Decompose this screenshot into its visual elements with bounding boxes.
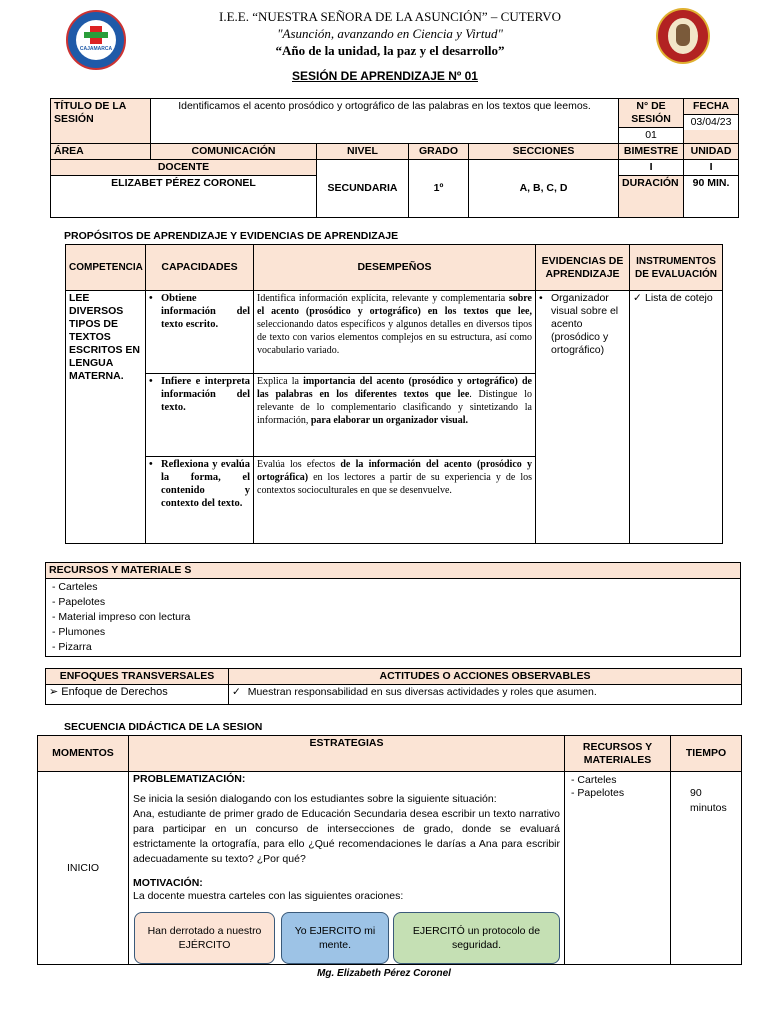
motivation-title: MOTIVACIÓN:: [133, 877, 203, 889]
check-icon: ✓: [232, 686, 244, 698]
resources-list: [46, 579, 741, 657]
sections-value: A, B, C, D: [469, 160, 619, 218]
grade-label: GRADO: [409, 144, 469, 160]
approach-cell: ➢ Enfoque de Derechos: [46, 685, 229, 705]
sequence-heading: SECUENCIA DIDÁCTICA DE LA SESION: [64, 721, 263, 733]
session-title: Identificamos el acento prosódico y ortográfico de las palabras en los textos que leemos.: [151, 99, 619, 144]
title-label: TÍTULO DE LA SESIÓN: [51, 99, 151, 144]
evidence-text: • Organizador visual sobre el acento (prosódico y ortográfico): [536, 291, 630, 544]
resource-item: - Papelotes: [571, 787, 664, 800]
approaches-col2: ACTITUDES O ACCIONES OBSERVABLES: [229, 669, 742, 685]
performance-item: Explica la importancia del acento (prosódico y ortográfico) de las palabras en los diferentes textos que lee. Distingue lo relevante de lo complementario clasificando y sintetizando la información, para elaborar un organizador visual.: [254, 374, 536, 457]
performance-item: Identifica información explícita, relevante y complementaria sobre el acento (prosódico y ortográfico) en los textos que lee, seleccionando datos específicos y algunos detalles en diversos tipos de texto con varios elementos complejos en su estructura, así como vocabulario variado.: [254, 291, 536, 374]
resource-item: - Pizarra: [52, 640, 734, 655]
bullet-icon: •: [149, 376, 153, 387]
logo-text: CAJAMARCA: [79, 46, 113, 52]
problem-intro: Se inicia la sesión dialogando con los estudiantes sobre la siguiente situación:: [133, 793, 497, 805]
col-moments: MOMENTOS: [38, 736, 129, 772]
approaches-col1: ENFOQUES TRANSVERSALES: [46, 669, 229, 685]
resources-table: [45, 562, 741, 657]
resource-item: - Material impreso con lectura: [52, 610, 734, 625]
duration-label: DURACIÓN: [619, 176, 684, 218]
capacity-item: • Infiere e interpreta información del texto.: [146, 374, 254, 457]
capacity-item: • Reflexiona y evalúa la forma, el contenido y contexto del texto.: [146, 457, 254, 544]
motivation-card: Han derrotado a nuestro EJÉRCITO: [134, 912, 275, 964]
resource-item: - Carteles: [52, 580, 734, 595]
page-title: SESIÓN DE APRENDIZAJE Nº 01: [292, 69, 478, 83]
area-value: COMUNICACIÓN: [151, 144, 317, 160]
bullet-icon: •: [149, 293, 153, 304]
capacity-item: • Obtiene información del texto escrito.: [146, 291, 254, 374]
session-info-table: [50, 98, 739, 218]
session-number-label: N° DE SESIÓN: [619, 99, 683, 128]
level-value: SECUNDARIA: [317, 160, 409, 218]
session-number: 01: [619, 128, 683, 143]
resource-item: - Carteles: [571, 774, 664, 787]
school-logo-right: [656, 8, 710, 64]
col-instrument: INSTRUMENTOS DE EVALUACIÓN: [630, 245, 723, 291]
instrument-text: ✓ Lista de cotejo: [630, 291, 723, 544]
purposes-heading: PROPÓSITOS DE APRENDIZAJE Y EVIDENCIAS DE APRENDIZAJE: [64, 230, 399, 242]
bimester-label: BIMESTRE: [619, 144, 684, 160]
date-label: FECHA: [684, 99, 738, 115]
col-strategies: ESTRATEGIAS: [129, 736, 565, 772]
duration-value: 90 MIN.: [684, 176, 739, 218]
unit-label: UNIDAD: [684, 144, 739, 160]
motivation-text: La docente muestra carteles con las siguientes oraciones:: [133, 890, 404, 902]
sequence-resources: [565, 772, 671, 965]
col-capacities: CAPACIDADES: [146, 245, 254, 291]
session-number-cell: [619, 99, 684, 144]
approaches-table: [45, 668, 742, 705]
school-name: I.E.E. “NUESTRA SEÑORA DE LA ASUNCIÓN” – CUTERVO: [218, 9, 561, 24]
competence-text: LEE DIVERSOS TIPOS DE TEXTOS ESCRITOS EN LENGUA MATERNA.: [66, 291, 146, 544]
teacher-name: ELIZABET PÉREZ CORONEL: [51, 176, 317, 218]
bimester-value: I: [619, 160, 684, 176]
unit-value: I: [684, 160, 739, 176]
resource-item: - Plumones: [52, 625, 734, 640]
performance-item: Evalúa los efectos de la información del acento (prosódico y ortográfica) en los lectores a partir de su experiencia y de los contextos socioculturales en que se desenvuelve.: [254, 457, 536, 544]
school-motto: "Asunción, avanzando en Ciencia y Virtud": [277, 26, 503, 41]
purposes-table: [65, 244, 723, 544]
year-name: “Año de la unidad, la paz y el desarrollo”: [275, 43, 505, 58]
sections-label: SECCIONES: [469, 144, 619, 160]
problem-title: PROBLEMATIZACIÓN:: [133, 773, 246, 785]
bullet-icon: •: [539, 292, 543, 304]
col-evidence: EVIDENCIAS DE APRENDIZAJE: [536, 245, 630, 291]
footer-author: Mg. Elizabeth Pérez Coronel: [317, 968, 451, 979]
arrow-bullet-icon: ➢: [49, 686, 62, 698]
problem-text: Ana, estudiante de primer grado de Educación Secundaria desea escribir un texto narrativo para participar en un concurso de intersecciones de grado, donde se evaluará estrictamente la ortografía, para ello ¿Qué recomendaciones le darías a Ana para escribir adecuadamente su texto? ¿Por qué?: [133, 808, 560, 865]
col-resources: RECURSOS Y MATERIALES: [565, 736, 671, 772]
bullet-icon: •: [149, 459, 153, 470]
attitude-cell: ✓ Muestran responsabilidad en sus diversas actividades y roles que asumen.: [229, 685, 742, 705]
motivation-card: Yo EJERCITO mi mente.: [281, 912, 389, 964]
col-time: TIEMPO: [671, 736, 742, 772]
check-icon: ✓: [633, 292, 642, 304]
moment-label: INICIO: [38, 772, 129, 965]
motivation-card: EJERCITÓ un protocolo de seguridad.: [393, 912, 560, 964]
resources-heading: RECURSOS Y MATERIALE S: [46, 563, 741, 579]
date-value: 03/04/23: [684, 115, 738, 130]
grade-value: 1º: [409, 160, 469, 218]
level-label: NIVEL: [317, 144, 409, 160]
teacher-label: DOCENTE: [51, 160, 317, 176]
school-logo-left: [66, 10, 126, 70]
resource-item: - Papelotes: [52, 595, 734, 610]
area-label: ÁREA: [51, 144, 151, 160]
col-competence: COMPETENCIA: [66, 245, 146, 291]
date-cell: [684, 99, 739, 144]
sequence-time: 90 minutos: [671, 772, 742, 965]
col-performance: DESEMPEÑOS: [254, 245, 536, 291]
